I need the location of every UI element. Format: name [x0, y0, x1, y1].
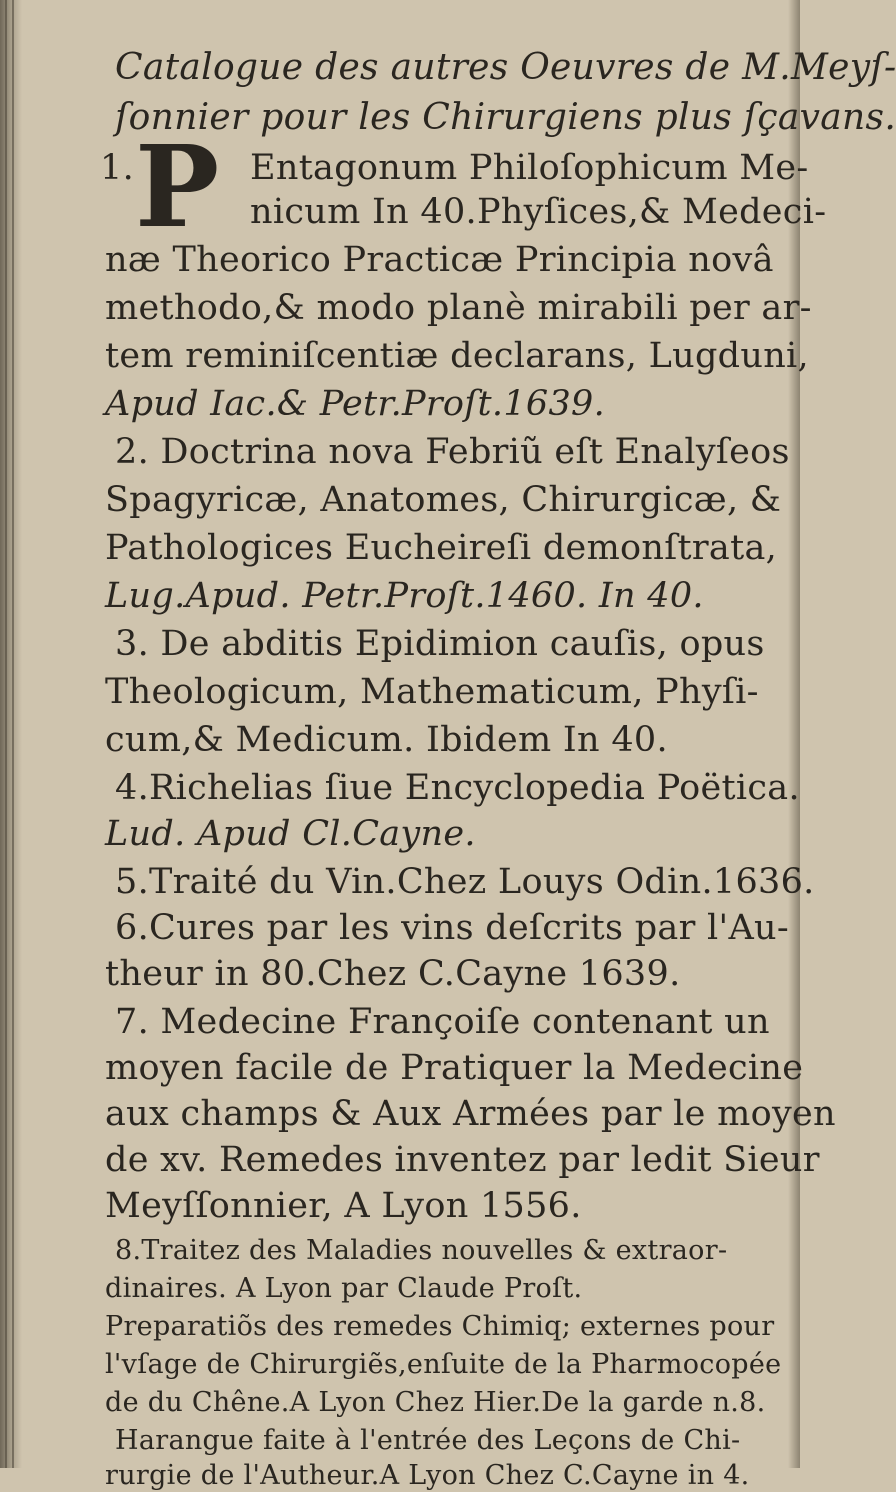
entry-1-line-3: næ Theorico Practicæ Principia novâ [105, 240, 774, 280]
entry-7-line-3: aux champs & Aux Armées par le moyen [105, 1094, 836, 1134]
catalogue-title-line-1: Catalogue des autres Oeuvres de M.Meyſ- [115, 47, 896, 88]
entry-8-line-2: dinaires. A Lyon par Claude Proſt. [105, 1273, 583, 1304]
entry-8-line-1: 8.Traitez des Maladies nouvelles & extraor- [115, 1235, 728, 1266]
entry-4-line-1: 4.Richelias ſiue Encyclopedia Poëtica. [115, 768, 800, 808]
entry-7-line-1: 7. Medecine Françoiſe contenant un [115, 1002, 770, 1042]
entry-7-line-2: moyen facile de Pratiquer la Medecine [105, 1048, 804, 1088]
entry-1-number: 1. [100, 148, 134, 188]
entry-7-line-4: de xv. Remedes inventez par ledit Sieur [105, 1140, 820, 1180]
entry-8-line-3: Preparatiõs des remedes Chimiq; externes pour [105, 1311, 775, 1342]
entry-1-line-4: methodo,& modo planè mirabili per ar- [105, 288, 812, 328]
gutter-line [5, 0, 7, 1468]
entry-3-line-2: Theologicum, Mathematicum, Phyſi- [105, 672, 759, 712]
entry-8-line-4: l'vſage de Chirurgiẽs,enſuite de la Pharmocopée [105, 1349, 782, 1380]
entry-2-line-4: Lug.Apud. Petr.Proſt.1460. In 40. [105, 576, 704, 616]
entry-4-line-2: Lud. Apud Cl.Cayne. [105, 814, 476, 854]
entry-8-line-5: de du Chêne.A Lyon Chez Hier.De la garde n.8. [105, 1387, 766, 1418]
entry-2-line-1: 2. Doctrina nova Febriũ eſt Enalyſeos [115, 432, 790, 472]
entry-1-line-5: tem reminiſcentiæ declarans, Lugduni, [105, 336, 809, 376]
entry-3-line-3: cum,& Medicum. Ibidem In 40. [105, 720, 668, 760]
drop-cap: P [135, 122, 220, 253]
catalogue-title-line-2: ſonnier pour les Chirurgiens plus ſçavans. [115, 97, 896, 138]
entry-1-line-6: Apud Iac.& Petr.Proſt.1639. [105, 384, 606, 424]
gutter-line [12, 0, 14, 1468]
entry-8-line-7: rurgie de l'Autheur.A Lyon Chez C.Cayne in 4. [105, 1460, 750, 1491]
entry-1-line-2: nicum In 40.Phyſices,& Medeci- [250, 192, 827, 232]
entry-1-line-1: Entagonum Philoſophicum Me- [250, 148, 809, 188]
entry-2-line-2: Spagyricæ, Anatomes, Chirurgicæ, & [105, 480, 782, 520]
entry-8-line-6: Harangue faite à l'entrée des Leçons de Chi- [115, 1425, 741, 1456]
entry-3-line-1: 3. De abditis Epidimion cauſis, opus [115, 624, 765, 664]
entry-6-line-1: 6.Cures par les vins deſcrits par l'Au- [115, 908, 789, 948]
entry-6-line-2: theur in 80.Chez C.Cayne 1639. [105, 954, 681, 994]
entry-2-line-3: Pathologices Eucheireſi demonſtrata, [105, 528, 778, 568]
catalogue-page [100, 40, 896, 1491]
entry-7-line-5: Meyſſonnier, A Lyon 1556. [105, 1186, 582, 1226]
book-gutter [0, 0, 22, 1468]
entry-5-line-1: 5.Traité du Vin.Chez Louys Odin.1636. [115, 862, 815, 902]
